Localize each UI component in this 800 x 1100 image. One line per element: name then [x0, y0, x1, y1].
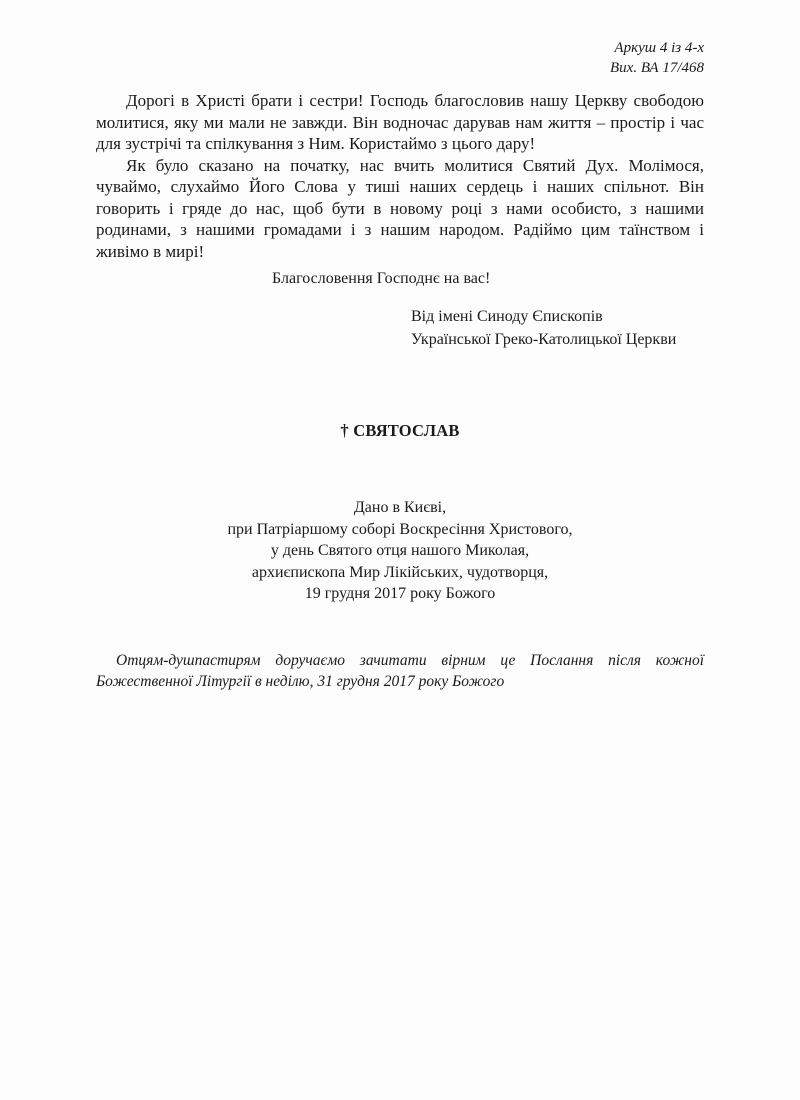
pastor-instruction-note: Отцям-душпастирям доручаємо зачитати вірним це Послання після кожної Божественної Літургії в неділю, 31 грудня 2017 року Божого — [96, 652, 704, 690]
given-line-5: 19 грудня 2017 року Божого — [304, 585, 496, 602]
given-line-4: архиєпископа Мир Лікійських, чудотворця, — [251, 563, 549, 581]
given-line-2: при Патріаршому соборі Воскресіння Христового, — [227, 520, 573, 538]
signature-name: † СВЯТОСЛАВ — [340, 421, 460, 440]
blessing-line: Благословення Господнє на вас! — [272, 270, 491, 287]
letter-body — [96, 90, 704, 262]
body-paragraph-2: Як було сказано на початку, нас вчить молитися Святий Дух. Молімося, чуваймо, слухаймо Його Слова у тиші наших сердець і наших спільнот. Він говорить і гряде до нас, щоб бути в новому році з нами особисто, з нашими родинами, з нашими громадами і з нашим народом. Радіймо цим таїнством і живімо в мирі! — [96, 155, 704, 261]
sheet-number: Аркуш 4 із 4-х — [614, 40, 704, 56]
synod-line-1: Від імені Синоду Єпископів — [411, 308, 603, 325]
given-line-1: Дано в Києві, — [353, 499, 447, 516]
synod-attribution — [411, 305, 676, 351]
document-reference — [610, 38, 704, 78]
given-line-3: у день Святого отця нашого Миколая, — [270, 542, 530, 559]
given-place-date — [0, 497, 800, 605]
synod-line-2: Української Греко-Католицької Церкви — [411, 331, 677, 348]
outgoing-number: Вих. ВА 17/468 — [610, 60, 704, 76]
body-paragraph-1: Дорогі в Христі брати і сестри! Господь благословив нашу Церкву свободою молитися, яку ми мали не завжди. Він водночас дарував нам життя – простір і час для зустрічі та спілкування з Ним. Користаймо з цього дару! — [96, 91, 704, 153]
